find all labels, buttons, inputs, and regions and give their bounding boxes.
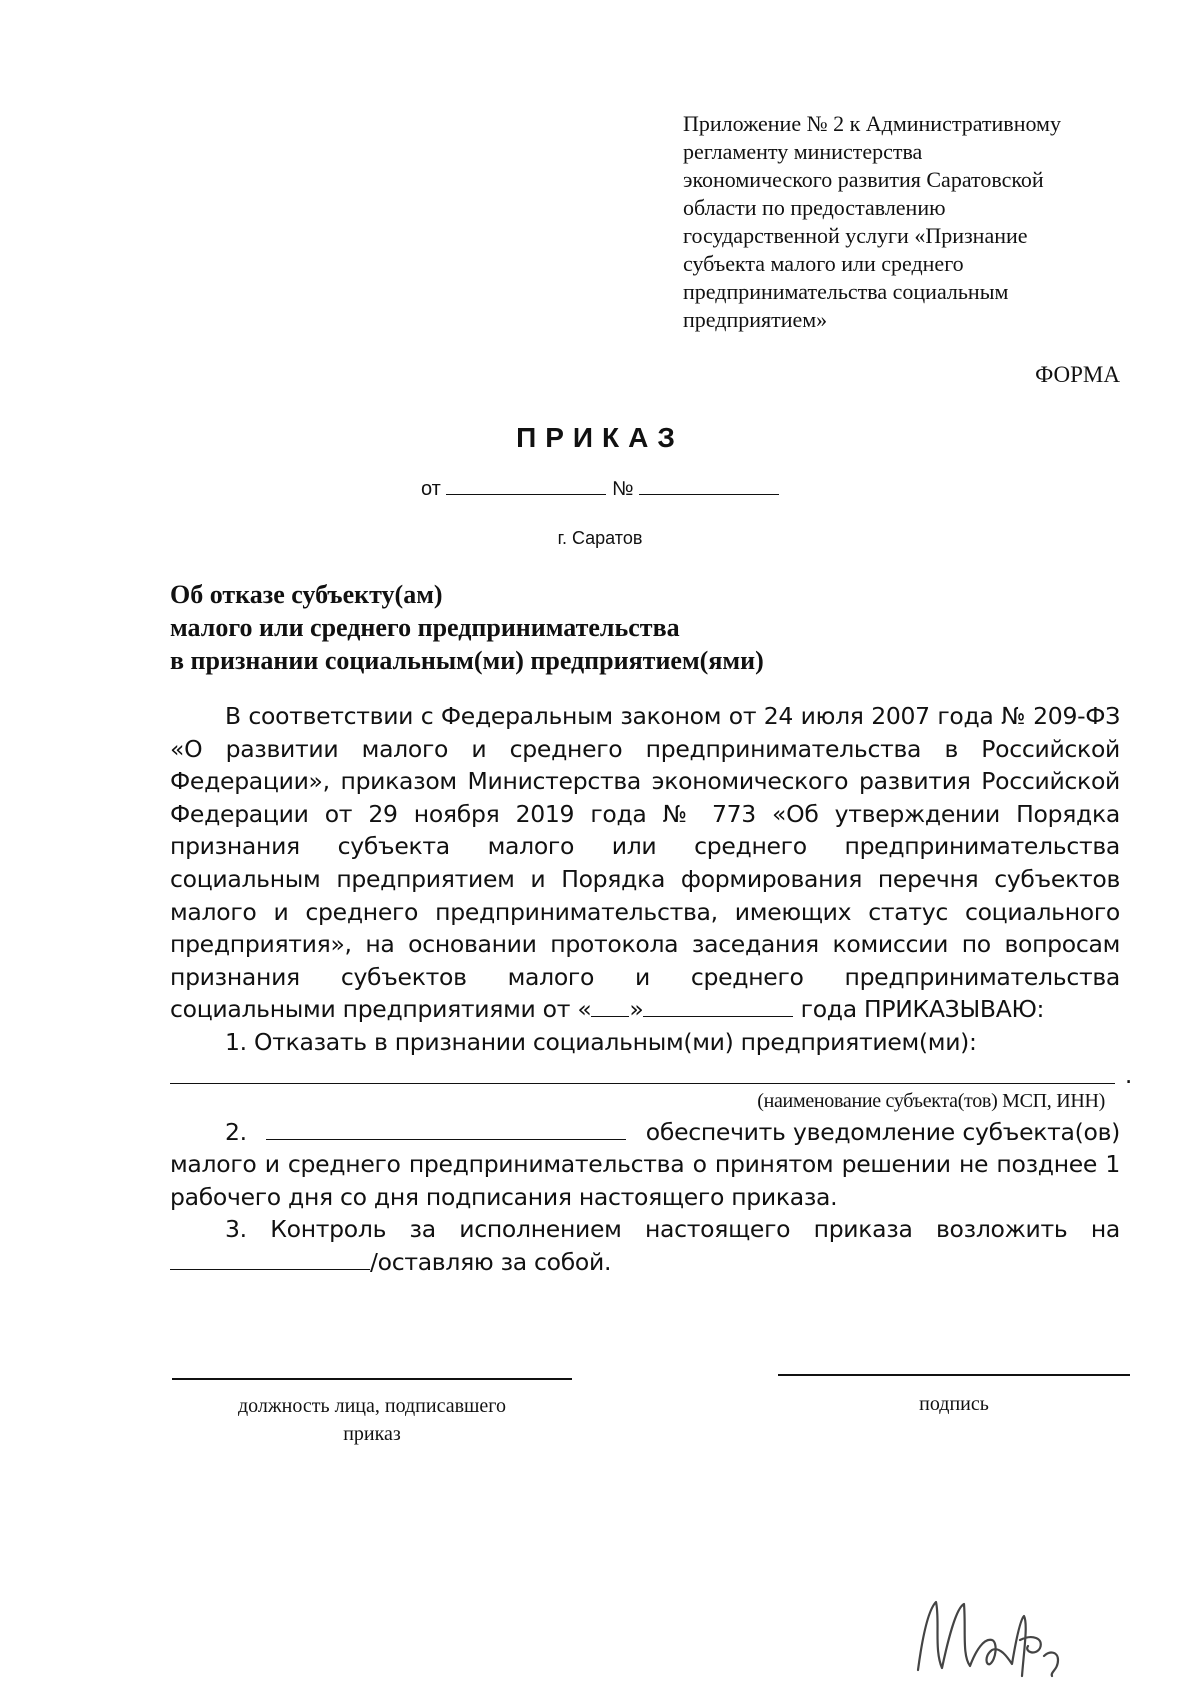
city-label: г. Саратов	[557, 528, 643, 548]
position-label-line: должность лица, подписавшего	[237, 1395, 507, 1417]
handwritten-signature	[900, 1580, 1080, 1690]
appendix-header	[683, 110, 1123, 334]
item-3-text-a: 3. Контроль за исполнением настоящего приказа возложить на	[225, 1215, 1120, 1244]
document-title: ПРИКАЗ	[516, 422, 684, 453]
date-number-line	[0, 478, 1200, 501]
appendix-line: предприятием»	[683, 307, 828, 332]
date-blank-field	[446, 478, 606, 495]
subject-line: Об отказе субъекту(ам)	[170, 580, 443, 609]
date-from-label: от	[421, 478, 441, 500]
appendix-line: государственной услуги «Признание	[683, 223, 1028, 248]
appendix-line: предпринимательства социальным	[683, 279, 1009, 304]
item-1-blank-line	[170, 1059, 1115, 1084]
item-1-caption: (наименование субъекта(тов) МСП, ИНН)	[757, 1089, 1105, 1112]
position-line	[172, 1378, 572, 1380]
form-label: ФОРМА	[1035, 362, 1120, 387]
position-label	[172, 1392, 572, 1448]
signature-line	[778, 1374, 1130, 1376]
subject-line: в признании социальным(ми) предприятием(ями)	[170, 646, 764, 675]
item-3-text-b: /оставляю за собой.	[370, 1247, 612, 1276]
item-3	[170, 1213, 1120, 1278]
item-3-blank-field	[170, 1253, 370, 1270]
appendix-line: Приложение № 2 к Административному	[683, 111, 1061, 136]
day-blank-field	[591, 1000, 629, 1017]
quote-close: »	[629, 995, 644, 1024]
item-2-text-a: обеспечить уведомление субъекта(ов)	[645, 1117, 1120, 1146]
order-word: года ПРИКАЗЫВАЮ:	[800, 995, 1045, 1024]
number-blank-field	[639, 478, 779, 495]
item-1-line-end: .	[1124, 1060, 1132, 1089]
signature-label: подпись	[919, 1393, 989, 1415]
number-label: №	[611, 478, 634, 500]
item-1-entry	[170, 1059, 1132, 1089]
subject-line: малого или среднего предпринимательства	[170, 613, 680, 642]
month-blank-field	[643, 1000, 793, 1017]
quote-open: «	[577, 995, 592, 1024]
appendix-line: экономического развития Саратовской	[683, 167, 1044, 192]
subject-heading	[170, 578, 950, 677]
position-label-line: приказ	[343, 1423, 401, 1445]
item-2-text-b: малого и среднего предпринимательства о принятом решении не позднее 1 рабочего дня со дня подписания настоящего приказа.	[170, 1150, 1120, 1211]
order-body	[170, 700, 1132, 1279]
appendix-line: регламенту министерства	[683, 139, 923, 164]
item-2-number: 2.	[225, 1117, 247, 1146]
preamble-text: В соответствии с Федеральным законом от 24 июля 2007 года № 209-ФЗ «О развитии малого и среднего предпринимательства в Российской Федерации», приказом Министерства экономического развития Российской Федерации от 29 ноября 2019 года № 773 «Об утверждении Порядка признания субъекта малого или среднего предпринимательства социальным предприятием и Порядка формирования перечня субъектов малого и среднего предпринимательства, имеющих статус социального предприятия», на основании протокола заседания комиссии по вопросам признания субъектов малого и среднего предпринимательства социальными предприятиями от	[170, 702, 1120, 1024]
appendix-line: субъекта малого или среднего	[683, 251, 964, 276]
item-1: 1. Отказать в признании социальным(ми) предприятием(ми):	[225, 1027, 977, 1056]
preamble-paragraph	[170, 700, 1120, 1026]
item-2	[170, 1116, 1120, 1214]
item-2-blank-field	[266, 1123, 626, 1140]
appendix-line: области по предоставлению	[683, 195, 946, 220]
